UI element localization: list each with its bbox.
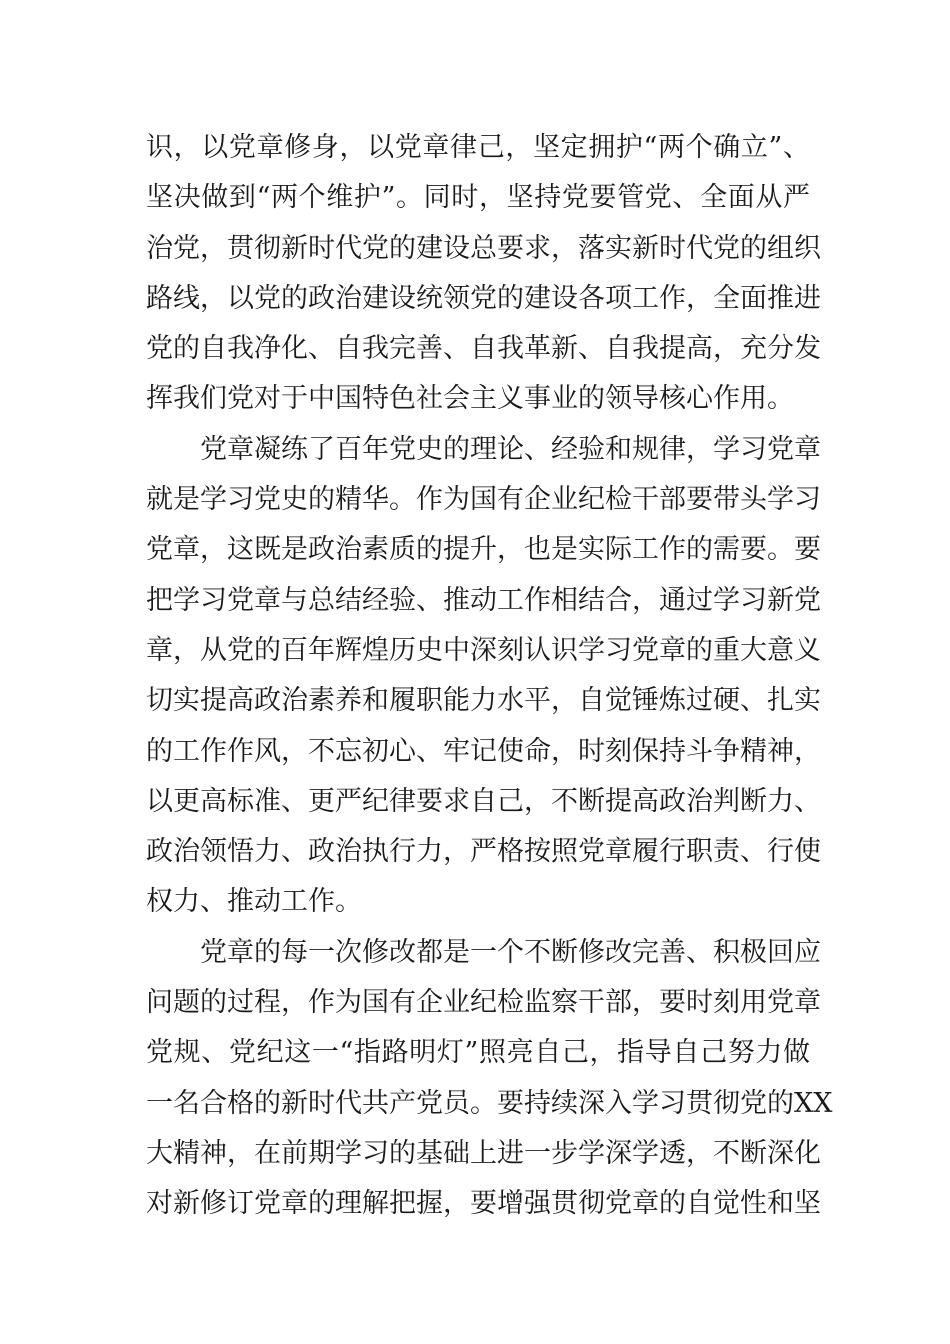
text-line: 以更高标准、更严纪律要求自己，不断提高政治判断力、 <box>146 785 821 817</box>
text-line: 一名合格的新时代共产党员。要持续深入学习贯彻党的XX <box>146 1087 833 1119</box>
text-line: 就是学习党史的精华。作为国有企业纪检干部要带头学习 <box>146 484 821 516</box>
text-line: 党章的每一次修改都是一个不断修改完善、积极回应 <box>200 936 821 968</box>
text-line: 路线，以党的政治建设统领党的建设各项工作，全面推进 <box>146 282 821 314</box>
text-line: 党规、党纪这一“指路明灯”照亮自己，指导自己努力做 <box>146 1037 810 1069</box>
body-text <box>146 123 833 1230</box>
text-line: 大精神，在前期学习的基础上进一步学深学透，不断深化 <box>146 1137 821 1169</box>
text-line: 切实提高政治素养和履职能力水平，自觉锤炼过硬、扎实 <box>146 685 821 717</box>
text-line: 治党，贯彻新时代党的建设总要求，落实新时代党的组织 <box>146 232 821 264</box>
text-line: 权力、推动工作。 <box>146 886 362 918</box>
text-line: 问题的过程，作为国有企业纪检监察干部，要时刻用党章 <box>146 987 821 1019</box>
text-line: 党章凝练了百年党史的理论、经验和规律，学习党章 <box>200 433 821 465</box>
text-line: 党的自我净化、自我完善、自我革新、自我提高，充分发 <box>146 333 821 365</box>
text-line: 对新修订党章的理解把握，要增强贯彻党章的自觉性和坚 <box>146 1188 821 1220</box>
text-line: 坚决做到“两个维护”。同时，坚持党要管党、全面从严 <box>146 182 810 214</box>
text-line: 的工作作风，不忘初心、牢记使命，时刻保持斗争精神， <box>146 735 821 767</box>
text-line: 把学习党章与总结经验、推动工作相结合，通过学习新党 <box>146 584 821 616</box>
text-line: 章，从党的百年辉煌历史中深刻认识学习党章的重大意义 <box>146 634 821 666</box>
text-line: 党章，这既是政治素质的提升，也是实际工作的需要。要 <box>146 534 821 566</box>
text-line: 挥我们党对于中国特色社会主义事业的领导核心作用。 <box>146 383 794 415</box>
text-line: 识，以党章修身，以党章律己，坚定拥护“两个确立”、 <box>146 132 810 163</box>
text-line: 政治领悟力、政治执行力，严格按照党章履行职责、行使 <box>146 836 821 868</box>
